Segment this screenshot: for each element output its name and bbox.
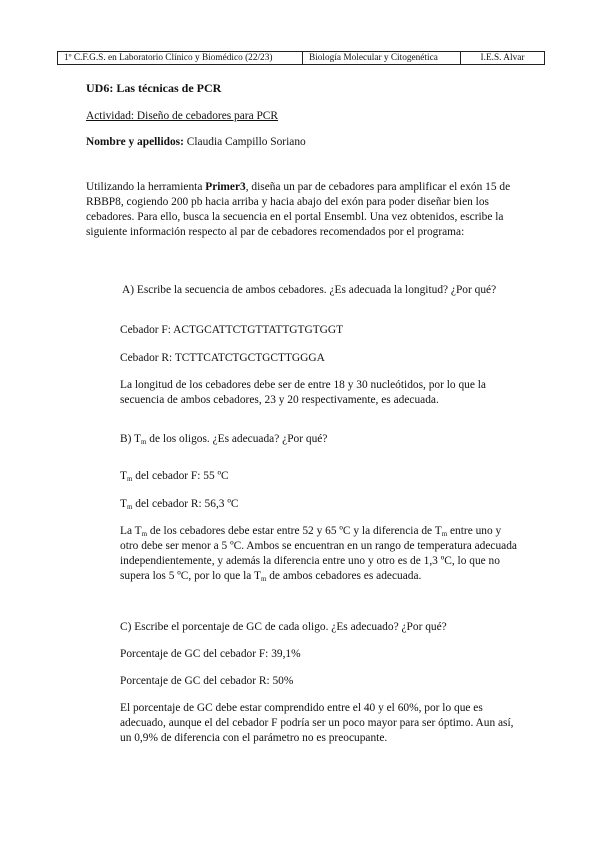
name-label: Nombre y apellidos: bbox=[86, 136, 184, 148]
gc-primer-f: Porcentaje de GC del cebador F: 39,1% bbox=[120, 648, 301, 660]
question-c-answer: El porcentaje de GC debe estar comprendido entre el 40 y el 60%, por lo que es adecuado, aunque el del cebador F podría ser un poco mayor para ser óptimo. Aun así, un 0,9% de diferencia con el parámetro no es preocupante. bbox=[120, 702, 514, 745]
question-c-title: C) Escribe el porcentaje de GC de cada oligo. ¿Es adecuado? ¿Por qué? bbox=[120, 621, 447, 633]
unit-title: UD6: Las técnicas de PCR bbox=[86, 81, 222, 95]
intro-paragraph bbox=[86, 180, 518, 240]
question-a-title: A) Escribe la secuencia de ambos cebadores. ¿Es adecuada la longitud? ¿Por qué? bbox=[122, 284, 497, 296]
intro-tool-name: Primer3 bbox=[205, 181, 246, 193]
header-course: 1º C.F.G.S. en Laboratorio Clínico y Biomédico (22/23) bbox=[58, 52, 303, 64]
activity-title: Actividad: Diseño de cebadores para PCR bbox=[86, 110, 279, 122]
header-subject: Biología Molecular y Citogenética bbox=[303, 52, 461, 64]
tm-primer-r: $T_m$ del cebador R: 56,3 ºC bbox=[120, 498, 239, 511]
name-value: Claudia Campillo Soriano bbox=[186, 136, 306, 148]
student-name-line bbox=[86, 135, 516, 150]
question-a-answer: La longitud de los cebadores debe ser de entre 18 y 30 nucleótidos, por lo que la secuencia de ambos cebadores, 23 y 20 respectivamente, es adecuada. bbox=[120, 379, 486, 407]
intro-text-2: , diseña un par de cebadores para amplificar el exón 15 de RBBP8, cogiendo 200 pb hacia arriba y hacia abajo del exón para poder diseñar bien los cebadores. Para ello, busca la secuencia en el portal Ensembl. Una vez obtenidos, escribe la siguiente información respecto al par de cebadores recomendados por el programa: bbox=[86, 181, 511, 239]
document-header-table bbox=[57, 51, 545, 65]
gc-primer-r: Porcentaje de GC del cebador R: 50% bbox=[120, 675, 294, 687]
header-school: I.E.S. Alvar bbox=[480, 53, 525, 63]
question-b-title: B) $T_m$ de los oligos. ¿Es adecuada? ¿Por qué? bbox=[120, 433, 328, 446]
intro-text-1: Utilizando la herramienta bbox=[86, 181, 206, 193]
primer-r-sequence: Cebador R: TCTTCATCTGCTGCTTGGGA bbox=[120, 352, 325, 364]
tm-primer-f: $T_m$ del cebador F: 55 ºC bbox=[120, 470, 229, 483]
primer-f-sequence: Cebador F: ACTGCATTCTGTTATTGTGTGGT bbox=[120, 324, 344, 336]
question-b-answer: La $T_m$ de los cebadores debe estar entre 52 y 65 ºC y la diferencia de $T_m$ entre uno y otro debe ser menor a 5 ºC. Ambos se encuentran en un rango de temperatura adecuada independientemente, y además la diferencia entre uno y otro es de 1,3 ºC, lo que no supera los 5 ºC, por lo que la $T_m$ de ambos cebadores es adecuada. bbox=[120, 525, 517, 584]
